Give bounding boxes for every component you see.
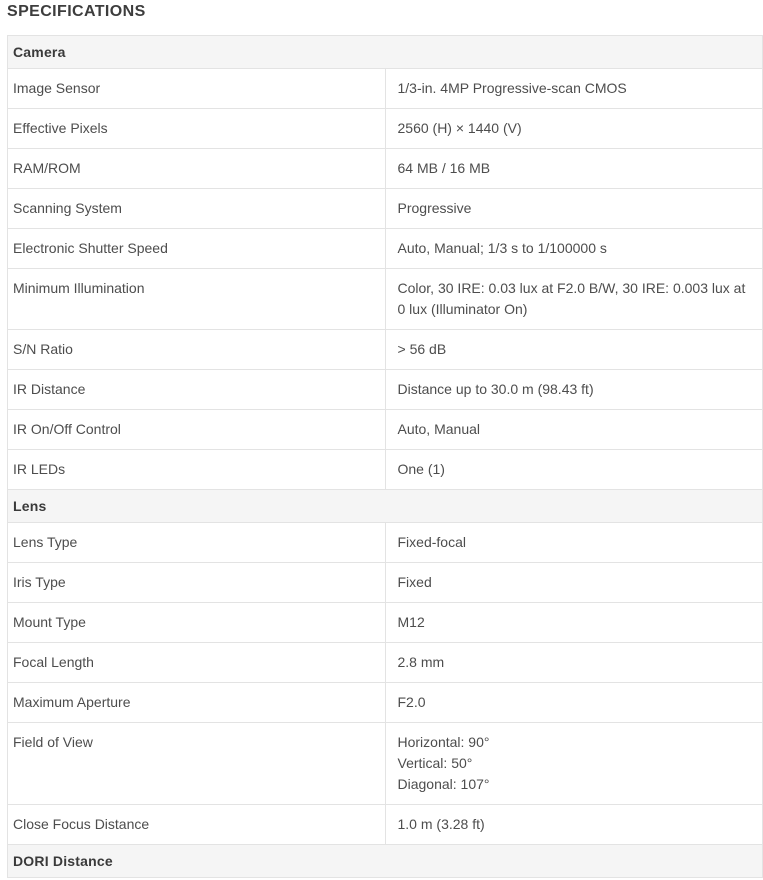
spec-value	[385, 563, 763, 603]
spec-row	[8, 723, 763, 805]
spec-label: Electronic Shutter Speed	[8, 229, 386, 269]
spec-value-line: 2560 (H) × 1440 (V)	[397, 120, 522, 136]
spec-row	[8, 805, 763, 845]
spec-label: Close Focus Distance	[8, 805, 386, 845]
spec-label: Focal Length	[8, 643, 386, 683]
spec-value-line: Auto, Manual; 1/3 s to 1/100000 s	[397, 240, 607, 256]
spec-value	[385, 805, 763, 845]
spec-table-body	[8, 36, 763, 878]
spec-value-line: Distance up to 30.0 m (98.43 ft)	[397, 381, 594, 397]
section-title: Lens	[8, 490, 763, 523]
spec-value-line: 1.0 m (3.28 ft)	[397, 816, 485, 832]
spec-value	[385, 523, 763, 563]
spec-row	[8, 563, 763, 603]
spec-value	[385, 450, 763, 490]
spec-value	[385, 109, 763, 149]
specifications-table	[7, 35, 763, 878]
spec-label: RAM/ROM	[8, 149, 386, 189]
spec-row	[8, 69, 763, 109]
spec-label: IR On/Off Control	[8, 410, 386, 450]
section-header-row	[8, 36, 763, 69]
spec-label: Iris Type	[8, 563, 386, 603]
spec-value	[385, 69, 763, 109]
spec-value-line: Vertical: 50°	[397, 755, 473, 771]
spec-value-line: 64 MB / 16 MB	[397, 160, 491, 176]
page-title: SPECIFICATIONS	[7, 3, 146, 20]
spec-value-line: M12	[397, 614, 425, 630]
spec-label: Image Sensor	[8, 69, 386, 109]
spec-label: Lens Type	[8, 523, 386, 563]
spec-value	[385, 603, 763, 643]
spec-label: S/N Ratio	[8, 330, 386, 370]
spec-label: Effective Pixels	[8, 109, 386, 149]
spec-row	[8, 269, 763, 330]
spec-value	[385, 189, 763, 229]
spec-value	[385, 229, 763, 269]
spec-value-line: Fixed	[397, 574, 432, 590]
section-header-row	[8, 845, 763, 878]
spec-label: IR Distance	[8, 370, 386, 410]
section-header-row	[8, 490, 763, 523]
spec-value-line: Horizontal: 90°	[397, 734, 490, 750]
spec-value-line: Color, 30 IRE: 0.03 lux at F2.0 B/W, 30 IRE: 0.003 lux at	[397, 280, 746, 296]
spec-row	[8, 330, 763, 370]
spec-value-line: One (1)	[397, 461, 445, 477]
section-title: DORI Distance	[8, 845, 763, 878]
spec-value-line: Fixed-focal	[397, 534, 466, 550]
spec-row	[8, 643, 763, 683]
spec-label: Minimum Illumination	[8, 269, 386, 330]
spec-label: Field of View	[8, 723, 386, 805]
spec-row	[8, 109, 763, 149]
spec-value-line: Progressive	[397, 200, 472, 216]
spec-value	[385, 410, 763, 450]
spec-label: IR LEDs	[8, 450, 386, 490]
spec-row	[8, 450, 763, 490]
spec-value	[385, 723, 763, 805]
spec-value	[385, 269, 763, 330]
section-title: Camera	[8, 36, 763, 69]
spec-value-line: Auto, Manual	[397, 421, 480, 437]
spec-value-line: Diagonal: 107°	[397, 776, 490, 792]
spec-value-line: 2.8 mm	[397, 654, 445, 670]
spec-row	[8, 370, 763, 410]
spec-value	[385, 643, 763, 683]
spec-row	[8, 683, 763, 723]
spec-value	[385, 370, 763, 410]
spec-value-line: 1/3-in. 4MP Progressive-scan CMOS	[397, 80, 627, 96]
spec-value	[385, 149, 763, 189]
spec-label: Scanning System	[8, 189, 386, 229]
spec-row	[8, 523, 763, 563]
spec-value	[385, 683, 763, 723]
spec-value-line: > 56 dB	[397, 341, 447, 357]
spec-row	[8, 189, 763, 229]
spec-row	[8, 410, 763, 450]
spec-label: Maximum Aperture	[8, 683, 386, 723]
spec-row	[8, 229, 763, 269]
spec-row	[8, 603, 763, 643]
spec-value	[385, 330, 763, 370]
spec-row	[8, 149, 763, 189]
spec-value-line: 0 lux (Illuminator On)	[397, 301, 528, 317]
spec-label: Mount Type	[8, 603, 386, 643]
spec-value-line: F2.0	[397, 694, 426, 710]
